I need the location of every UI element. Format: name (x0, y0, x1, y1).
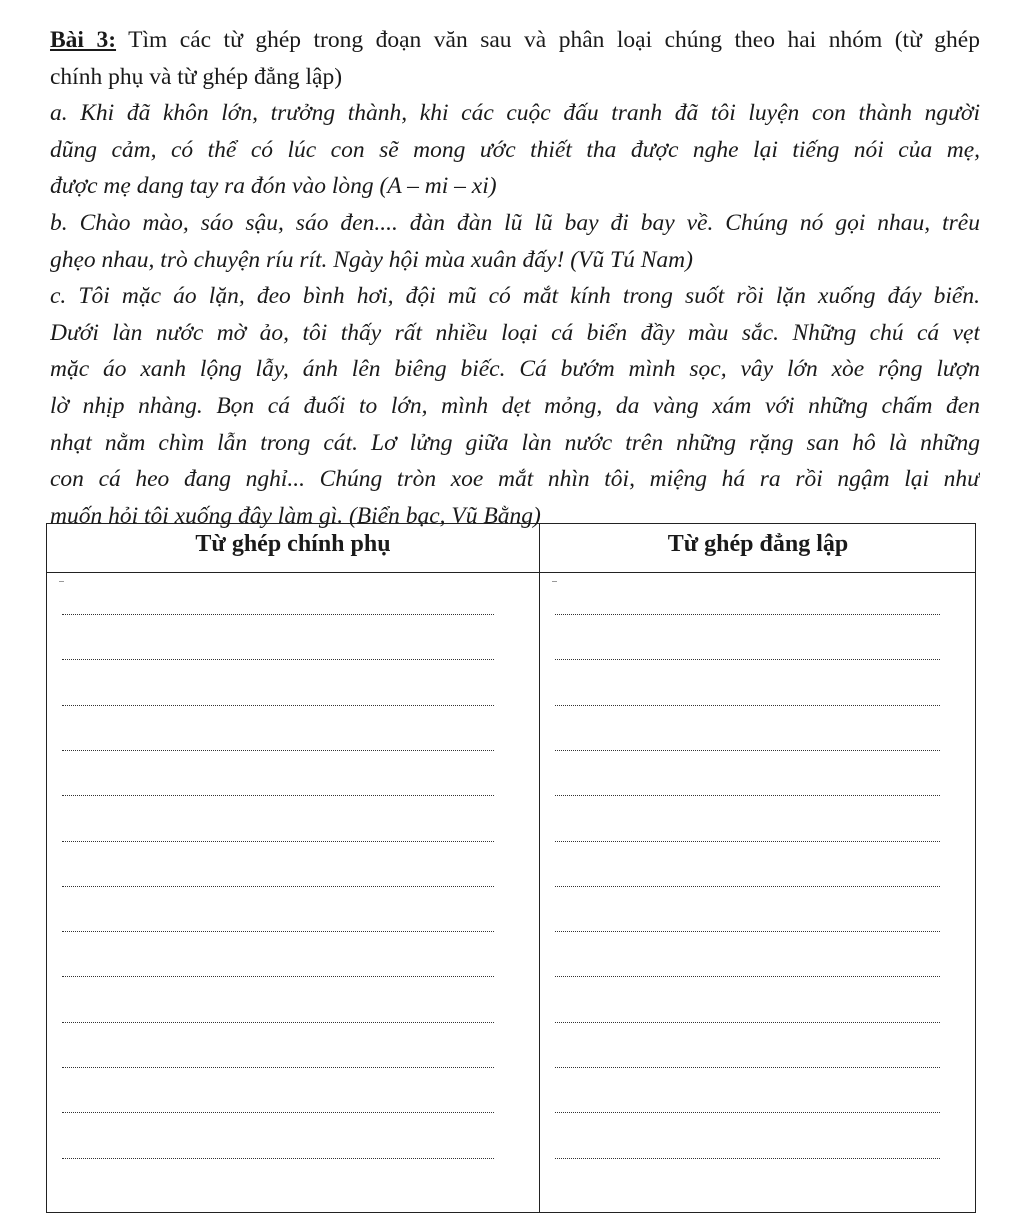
header-divider (47, 572, 975, 573)
passage-c-line-4: lờ nhịp nhàng. Bọn cá đuối to lớn, mình dẹt mỏng, da vàng xám với những chấm đen (50, 392, 980, 419)
passage-a-line-3: được mẹ dang tay ra đón vào lòng (A – mi – xi) (50, 173, 497, 200)
exercise-instruction-2: chính phụ và từ ghép đẳng lập) (50, 63, 343, 90)
answer-line-dang-lap[interactable] (555, 886, 940, 887)
answer-line-chinh-phu[interactable] (62, 659, 494, 660)
answer-table (46, 523, 976, 1213)
exercise-heading (50, 22, 980, 59)
answer-line-chinh-phu[interactable] (62, 841, 494, 842)
answer-line-chinh-phu[interactable] (62, 614, 494, 615)
passage-c-line-5: nhạt nằm chìm lẫn trong cát. Lơ lửng giữa làn nước trên những rặng san hô là những (50, 429, 980, 456)
answer-line-dang-lap[interactable] (555, 976, 940, 977)
answer-line-chinh-phu[interactable] (62, 976, 494, 977)
answer-line-dang-lap[interactable] (555, 614, 940, 615)
answer-line-dang-lap[interactable] (555, 1067, 940, 1068)
cell-mark (552, 581, 557, 582)
answer-line-chinh-phu[interactable] (62, 931, 494, 932)
answer-line-dang-lap[interactable] (555, 1022, 940, 1023)
passage-c-line-3: mặc áo xanh lộng lẫy, ánh lên biêng biếc. Cá bướm mình sọc, vây lớn xòe rộng lượn (50, 356, 980, 383)
cell-mark (59, 581, 64, 582)
answer-line-dang-lap[interactable] (555, 705, 940, 706)
header-dang-lap: Từ ghép đẳng lập (667, 531, 849, 557)
answer-line-chinh-phu[interactable] (62, 1112, 494, 1113)
answer-line-dang-lap[interactable] (555, 1158, 940, 1159)
exercise-text (50, 22, 980, 534)
answer-line-chinh-phu[interactable] (62, 1158, 494, 1159)
passage-a-line-2: dũng cảm, có thể có lúc con sẽ mong ước thiết tha được nghe lại tiếng nói của mẹ, (50, 136, 980, 163)
exercise-label: Bài 3: (50, 27, 117, 53)
passage-c-line-2: Dưới làn nước mờ ảo, tôi thấy rất nhiều loại cá biển đầy màu sắc. Những chú cá vẹt (50, 319, 980, 346)
column-divider (539, 524, 540, 1212)
answer-line-dang-lap[interactable] (555, 750, 940, 751)
passage-c-line-6: con cá heo đang nghỉ... Chúng tròn xoe mắt nhìn tôi, miệng há ra rồi ngậm lại như (50, 466, 980, 493)
passage-c-line-1: c. Tôi mặc áo lặn, đeo bình hơi, đội mũ có mắt kính trong suốt rồi lặn xuống đáy biển. (50, 283, 980, 310)
passage-a-line-1: a. Khi đã khôn lớn, trưởng thành, khi các cuộc đấu tranh đã tôi luyện con thành người (50, 100, 980, 127)
answer-line-dang-lap[interactable] (555, 931, 940, 932)
answer-line-dang-lap[interactable] (555, 795, 940, 796)
passage-b-line-2: ghẹo nhau, trò chuyện ríu rít. Ngày hội mùa xuân đấy! (Vũ Tú Nam) (50, 246, 693, 273)
answer-line-chinh-phu[interactable] (62, 705, 494, 706)
answer-line-dang-lap[interactable] (555, 841, 940, 842)
header-chinh-phu: Từ ghép chính phụ (195, 531, 391, 557)
answer-line-dang-lap[interactable] (555, 1112, 940, 1113)
answer-line-chinh-phu[interactable] (62, 795, 494, 796)
answer-line-dang-lap[interactable] (555, 659, 940, 660)
exercise-instruction-1: Tìm các từ ghép trong đoạn văn sau và phân loại chúng theo hai nhóm (từ ghép (116, 27, 980, 53)
answer-line-chinh-phu[interactable] (62, 1067, 494, 1068)
answer-line-chinh-phu[interactable] (62, 750, 494, 751)
answer-line-chinh-phu[interactable] (62, 886, 494, 887)
passage-b-line-1: b. Chào mào, sáo sậu, sáo đen.... đàn đàn lũ lũ bay đi bay về. Chúng nó gọi nhau, trêu (50, 209, 980, 236)
answer-line-chinh-phu[interactable] (62, 1022, 494, 1023)
passage-c-line-7: muốn hỏi tôi xuống đây làm gì. (Biển bạc, Vũ Bằng) (50, 502, 541, 529)
